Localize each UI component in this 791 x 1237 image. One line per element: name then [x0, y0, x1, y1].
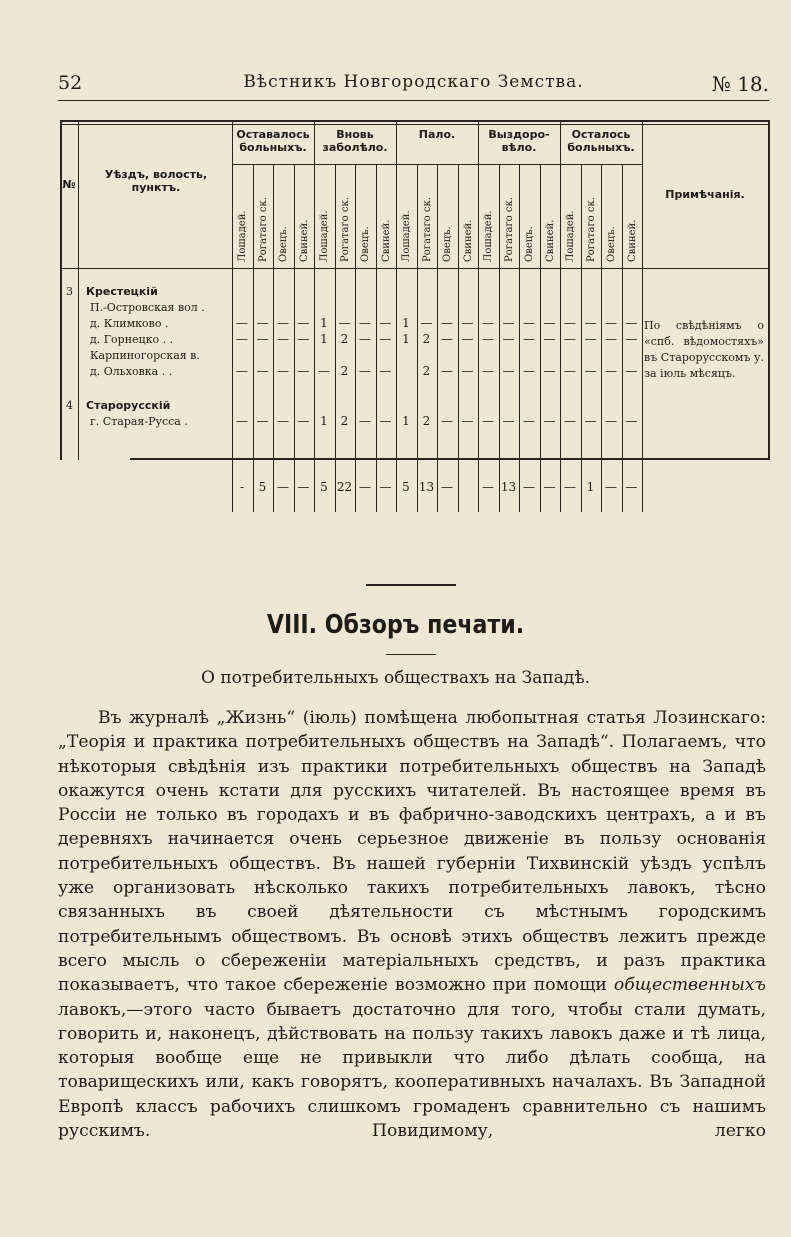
total-cell: — — [482, 480, 494, 494]
table-rule — [60, 124, 770, 125]
table-cell: — — [277, 414, 289, 428]
page-number: 52 — [58, 72, 83, 94]
total-cell: 13 — [500, 480, 517, 494]
table-cell: — — [482, 332, 494, 346]
table-cell: — — [605, 364, 617, 378]
total-cell: 5 — [320, 480, 328, 494]
animal-header: Лошадей. — [565, 210, 576, 262]
table-cell: — — [236, 364, 248, 378]
table-cell: — — [277, 316, 289, 330]
animal-header: Рогатаго ск. — [503, 197, 515, 262]
header-rule — [58, 100, 769, 101]
table-cell: — — [605, 332, 617, 346]
table-rule — [642, 120, 643, 512]
table-cell: — — [523, 332, 535, 346]
animal-header: Лошадей. — [319, 210, 330, 262]
table-cell: — — [461, 332, 474, 346]
table-rule — [60, 120, 770, 122]
table-cell: 2 — [422, 414, 431, 428]
issue-number: № 18. — [711, 72, 769, 96]
table-cell: — — [584, 364, 597, 378]
animal-header: Лошадей. — [483, 210, 494, 262]
table-cell: — — [502, 414, 515, 428]
table-cell: 2 — [340, 364, 349, 378]
statistics-table — [60, 120, 770, 512]
article-body — [58, 706, 766, 1143]
table-rule — [78, 120, 79, 460]
table-rule — [130, 458, 770, 460]
table-cell: — — [297, 364, 310, 378]
table-cell: 1 — [402, 316, 410, 330]
animal-header: Овецъ. — [524, 226, 535, 262]
table-cell: — — [584, 316, 597, 330]
animal-header: Свиней. — [626, 219, 638, 262]
animal-header: Рогатаго ск. — [585, 197, 597, 262]
animal-header: Рогатаго ск. — [257, 197, 269, 262]
table-cell: — — [277, 332, 289, 346]
total-cell: — — [625, 480, 638, 494]
group-header: Оставалось больныхъ. — [236, 128, 310, 154]
animal-header: Рогатаго ск. — [421, 197, 433, 262]
table-cell: — — [625, 414, 638, 428]
total-cell: — — [605, 480, 617, 494]
total-cell: 5 — [258, 480, 267, 494]
paragraph — [58, 706, 766, 1143]
section-title: VIII. Обзоръ печати. — [266, 610, 525, 640]
total-cell: — — [297, 480, 310, 494]
table-cell: — — [441, 414, 453, 428]
total-cell: — — [277, 480, 289, 494]
animal-header: Лошадей. — [401, 210, 412, 262]
animal-header: Овецъ. — [360, 226, 371, 262]
table-cell: — — [297, 316, 310, 330]
table-cell: — — [379, 316, 392, 330]
total-cell: 22 — [336, 480, 353, 494]
total-cell: - — [239, 480, 245, 494]
table-cell: — — [625, 316, 638, 330]
group-header: Осталось больныхъ. — [567, 128, 635, 154]
table-cell: — — [359, 316, 371, 330]
table-cell: — — [461, 414, 474, 428]
table-cell: — — [379, 332, 392, 346]
table-cell: — — [625, 364, 638, 378]
table-cell: — — [543, 414, 556, 428]
animal-header: Рогатаго ск. — [339, 197, 351, 262]
table-cell: — — [359, 364, 371, 378]
total-cell: — — [564, 480, 576, 494]
place-name: д. Горнецко . . — [90, 333, 174, 346]
table-cell: — — [543, 316, 556, 330]
section-divider — [366, 584, 456, 586]
total-cell: — — [543, 480, 556, 494]
table-cell: — — [523, 414, 535, 428]
journal-title: Вѣстникъ Новгородскаго Земства. — [243, 72, 584, 92]
district-name: Старорусскій — [86, 399, 171, 412]
page-header — [58, 72, 769, 100]
paragraph-text: лавокъ,—этого часто бываетъ достаточно для того, чтобы стали думать, говорить и, наконецъ, дѣйствовать на пользу такихъ лавокъ даже и тѣ лица, которыя вообще еще не привыкли что либо дѣлать сообща, на товарищескихъ или, какъ говорятъ, кооперативныхъ началахъ. Въ Западной Европѣ классъ рабочихъ слишкомъ громаденъ сравнительно съ нашимъ русскимъ. Повидимому, легко — [58, 999, 766, 1142]
table-cell: — — [256, 316, 269, 330]
paragraph-text: Въ журналѣ „Жизнь“ (іюль) помѣщена любопытная статья Лозинскаго: „Теорія и практика потребительныхъ обществъ на Западѣ“. Полагаемъ, что нѣкоторыя свѣдѣнія изъ практики потребительныхъ обществъ на Западѣ окажутся очень кстати для русскихъ читателей. Въ настоящее время въ Россіи не только въ городахъ и въ фабрично-заводскихъ центрахъ, а и въ деревняхъ начинается очень серьезное движеніе въ пользу основанія потребительныхъ обществъ. Въ нашей губерніи Тихвинскій уѣздъ успѣлъ уже организовать нѣсколько такихъ потребительныхъ лавокъ, тѣсно связанныхъ въ своей дѣятельности съ мѣстнымъ городскимъ потребительнымъ обществомъ. Въ основѣ этихъ обществъ лежитъ прежде всего мысль о сбереженіи матеріальныхъ средствъ, и разъ практика показываетъ, что такое сбереженіе возможно при помощи — [58, 708, 766, 996]
table-cell: — — [584, 332, 597, 346]
animal-header: Свиней. — [544, 219, 556, 262]
total-cell: — — [441, 480, 453, 494]
total-cell: — — [379, 480, 392, 494]
table-cell: 1 — [402, 332, 410, 346]
table-note: По свѣдѣніямъ о «спб. вѣдомостяхъ» въ Старорусскомъ у. за іюль мѣсяцъ. — [644, 319, 764, 380]
table-cell: — — [297, 332, 310, 346]
title-divider — [386, 654, 436, 655]
table-cell: — — [584, 414, 597, 428]
table-cell: 2 — [422, 364, 431, 378]
place-name: д. Климково . — [90, 317, 169, 330]
table-cell: — — [523, 316, 535, 330]
table-cell: 1 — [320, 414, 328, 428]
table-cell: — — [461, 364, 474, 378]
table-cell: — — [502, 332, 515, 346]
table-cell: — — [236, 414, 248, 428]
table-rule — [60, 268, 770, 269]
place-name: г. Старая-Русса . — [90, 415, 188, 428]
emphasis-text: общественныхъ — [613, 975, 767, 996]
table-cell: 2 — [422, 332, 431, 346]
table-cell: — — [441, 332, 453, 346]
place-name: д. Ольховка . . — [90, 365, 173, 378]
table-cell: — — [564, 316, 576, 330]
col-place-header: Уѣздъ, волость, пунктъ. — [104, 168, 208, 194]
animal-header: Овецъ. — [606, 226, 617, 262]
table-cell: — — [236, 332, 248, 346]
table-cell: — — [256, 414, 269, 428]
table-cell: — — [256, 364, 269, 378]
article-subtitle: О потребительныхъ обществахъ на Западѣ. — [201, 668, 590, 688]
table-cell: — — [297, 414, 310, 428]
table-cell: — — [564, 332, 576, 346]
total-cell: — — [523, 480, 535, 494]
table-cell: — — [359, 332, 371, 346]
table-cell: — — [338, 316, 351, 330]
table-cell: — — [502, 316, 515, 330]
table-cell: 2 — [340, 332, 349, 346]
table-cell: — — [543, 364, 556, 378]
table-cell: — — [605, 414, 617, 428]
table-rule — [768, 120, 770, 460]
district-name: Крестецкій — [86, 285, 158, 298]
group-header: Вновь заболѣло. — [322, 128, 388, 154]
group-header: Выздоро-вѣло. — [488, 128, 550, 154]
total-cell: 1 — [586, 480, 595, 494]
table-cell: 1 — [320, 332, 328, 346]
table-cell: — — [564, 364, 576, 378]
table-cell: — — [277, 364, 289, 378]
col-notes-header: Примѣчанія. — [665, 188, 745, 201]
total-cell: — — [359, 480, 371, 494]
table-cell: — — [543, 332, 556, 346]
animal-header: Свиней. — [298, 219, 310, 262]
table-cell: — — [625, 332, 638, 346]
table-cell: — — [564, 414, 576, 428]
table-cell: — — [461, 316, 474, 330]
row-number: 4 — [66, 399, 73, 412]
col-number-header: № — [62, 178, 76, 191]
row-number: 3 — [66, 285, 73, 298]
table-cell: — — [236, 316, 248, 330]
table-cell: 1 — [320, 316, 328, 330]
animal-header: Овецъ. — [278, 226, 289, 262]
animal-header: Лошадей. — [237, 210, 248, 262]
table-cell: — — [523, 364, 535, 378]
animal-header: Свиней. — [462, 219, 474, 262]
table-cell: — — [256, 332, 269, 346]
table-cell: — — [482, 364, 494, 378]
animal-header: Свиней. — [380, 219, 392, 262]
table-cell: — — [318, 364, 330, 378]
table-cell: — — [379, 414, 392, 428]
table-cell: — — [379, 364, 392, 378]
table-cell: 2 — [340, 414, 349, 428]
place-name: П.-Островская вол . — [90, 301, 205, 314]
table-rule — [60, 120, 62, 460]
group-header: Пало. — [418, 128, 456, 141]
table-cell: — — [420, 316, 433, 330]
table-cell: — — [441, 364, 453, 378]
table-cell: — — [482, 414, 494, 428]
table-cell: — — [441, 316, 453, 330]
table-cell: — — [359, 414, 371, 428]
table-cell: 1 — [402, 414, 410, 428]
table-cell: — — [502, 364, 515, 378]
table-cell: — — [605, 316, 617, 330]
animal-header: Овецъ. — [442, 226, 453, 262]
total-cell: 13 — [418, 480, 435, 494]
place-name: Карпиногорская в. — [90, 349, 200, 362]
table-cell: — — [482, 316, 494, 330]
total-cell: 5 — [402, 480, 410, 494]
